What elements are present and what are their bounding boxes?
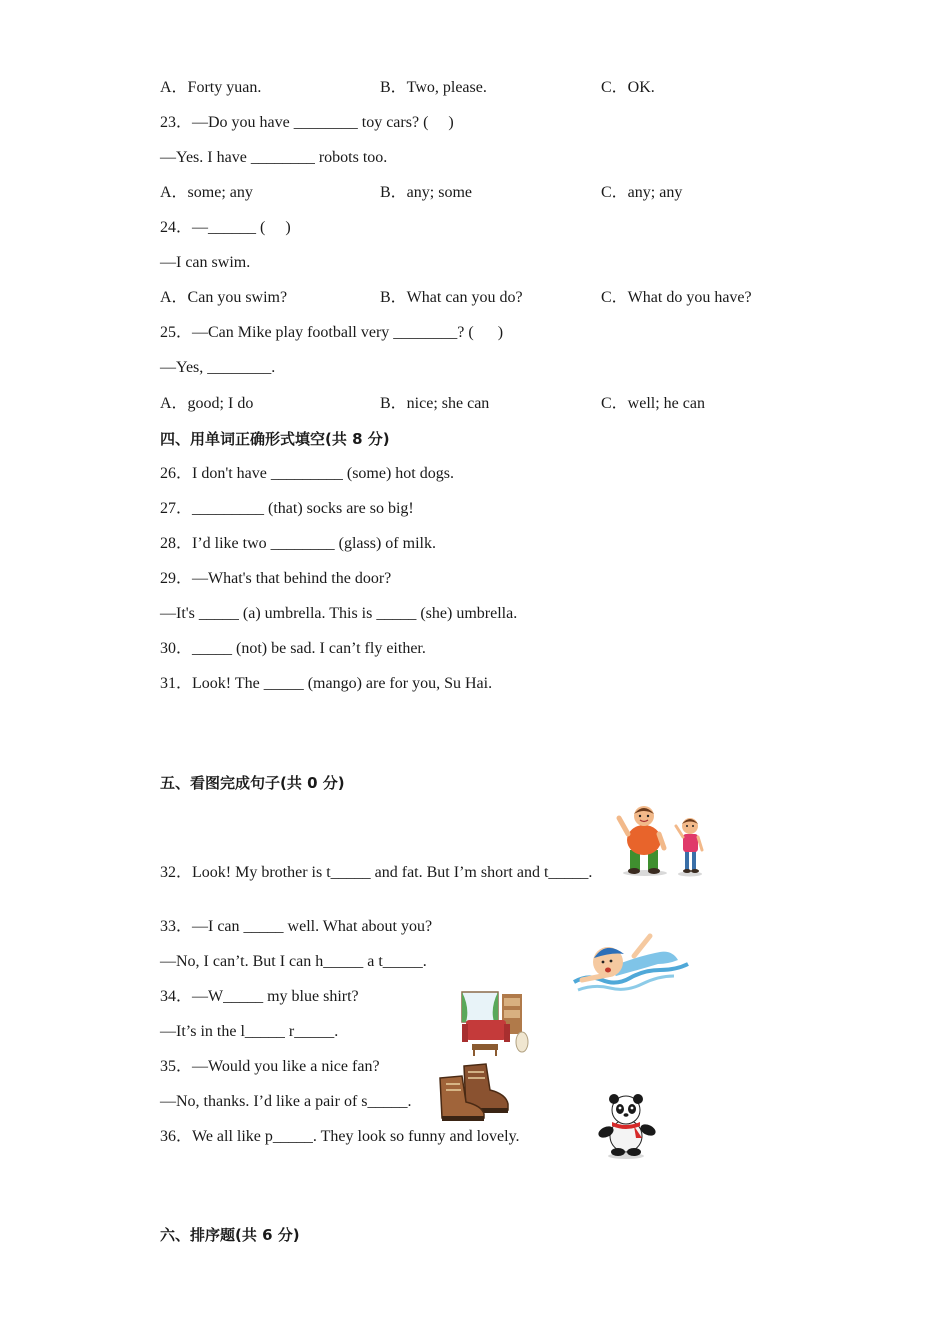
q24-option-c: C．What do you have?: [601, 289, 752, 306]
q25-reply: —Yes, ________.: [160, 359, 276, 376]
q27-item: 27．_________ (that) socks are so big!: [160, 500, 414, 517]
q28-item: 28．I’d like two ________ (glass) of milk.: [160, 535, 436, 552]
q25-stem: 25．—Can Mike play football very ________? ( ): [160, 324, 504, 341]
q29-stem: 29．—What's that behind the door?: [160, 570, 392, 587]
q24-stem: 24．—______ ( ): [160, 219, 291, 236]
q33-stem: 33．—I can _____ well. What about you?: [160, 918, 433, 935]
q32-item: 32．Look! My brother is t_____ and fat. But I’m short and t_____.: [160, 864, 593, 881]
q25-option-c: C．well; he can: [601, 395, 705, 412]
q30-item: 30．_____ (not) be sad. I can’t fly either.: [160, 640, 426, 657]
q23-option-c: C．any; any: [601, 184, 683, 201]
q25-option-a: A．good; I do: [160, 395, 254, 412]
panda-picture: [592, 1092, 660, 1160]
q35-stem: 35．—Would you like a nice fan?: [160, 1058, 380, 1075]
q23-reply: —Yes. I have ________ robots too.: [160, 149, 388, 166]
living-room-picture: [460, 990, 530, 1058]
section-6-title: 六、排序题(共 6 分): [160, 1226, 300, 1244]
q23-stem: 23．—Do you have ________ toy cars? ( ): [160, 114, 454, 131]
section-5-title: 五、看图完成句子(共 0 分): [160, 774, 345, 792]
q23-option-b: B．any; some: [380, 184, 472, 201]
q23-option-a: A．some; any: [160, 184, 253, 201]
section-4-title: 四、用单词正确形式填空(共 8 分): [160, 430, 390, 448]
q31-item: 31．Look! The _____ (mango) are for you, Su Hai.: [160, 675, 493, 692]
q34-reply: —It’s in the l_____ r_____.: [160, 1023, 339, 1040]
q24-option-a: A．Can you swim?: [160, 289, 288, 306]
q26-item: 26．I don't have _________ (some) hot dogs.: [160, 465, 454, 482]
q24-option-b: B．What can you do?: [380, 289, 523, 306]
q25-option-b: B．nice; she can: [380, 395, 490, 412]
swimming-boy-picture: [568, 930, 692, 998]
shoes-picture: [434, 1060, 512, 1122]
q22-option-c: C．OK.: [601, 79, 655, 96]
q22-option-a: A．Forty yuan.: [160, 79, 262, 96]
q35-reply: —No, thanks. I’d like a pair of s_____.: [160, 1093, 412, 1110]
q36-item: 36．We all like p_____. They look so funny and lovely.: [160, 1128, 520, 1145]
q33-reply: —No, I can’t. But I can h_____ a t_____.: [160, 953, 427, 970]
q29-reply: —It's _____ (a) umbrella. This is _____ (she) umbrella.: [160, 605, 518, 622]
q34-stem: 34．—W_____ my blue shirt?: [160, 988, 359, 1005]
q22-option-b: B．Two, please.: [380, 79, 487, 96]
tall-fat-and-short-thin-picture: [612, 800, 712, 878]
q24-reply: —I can swim.: [160, 254, 251, 271]
